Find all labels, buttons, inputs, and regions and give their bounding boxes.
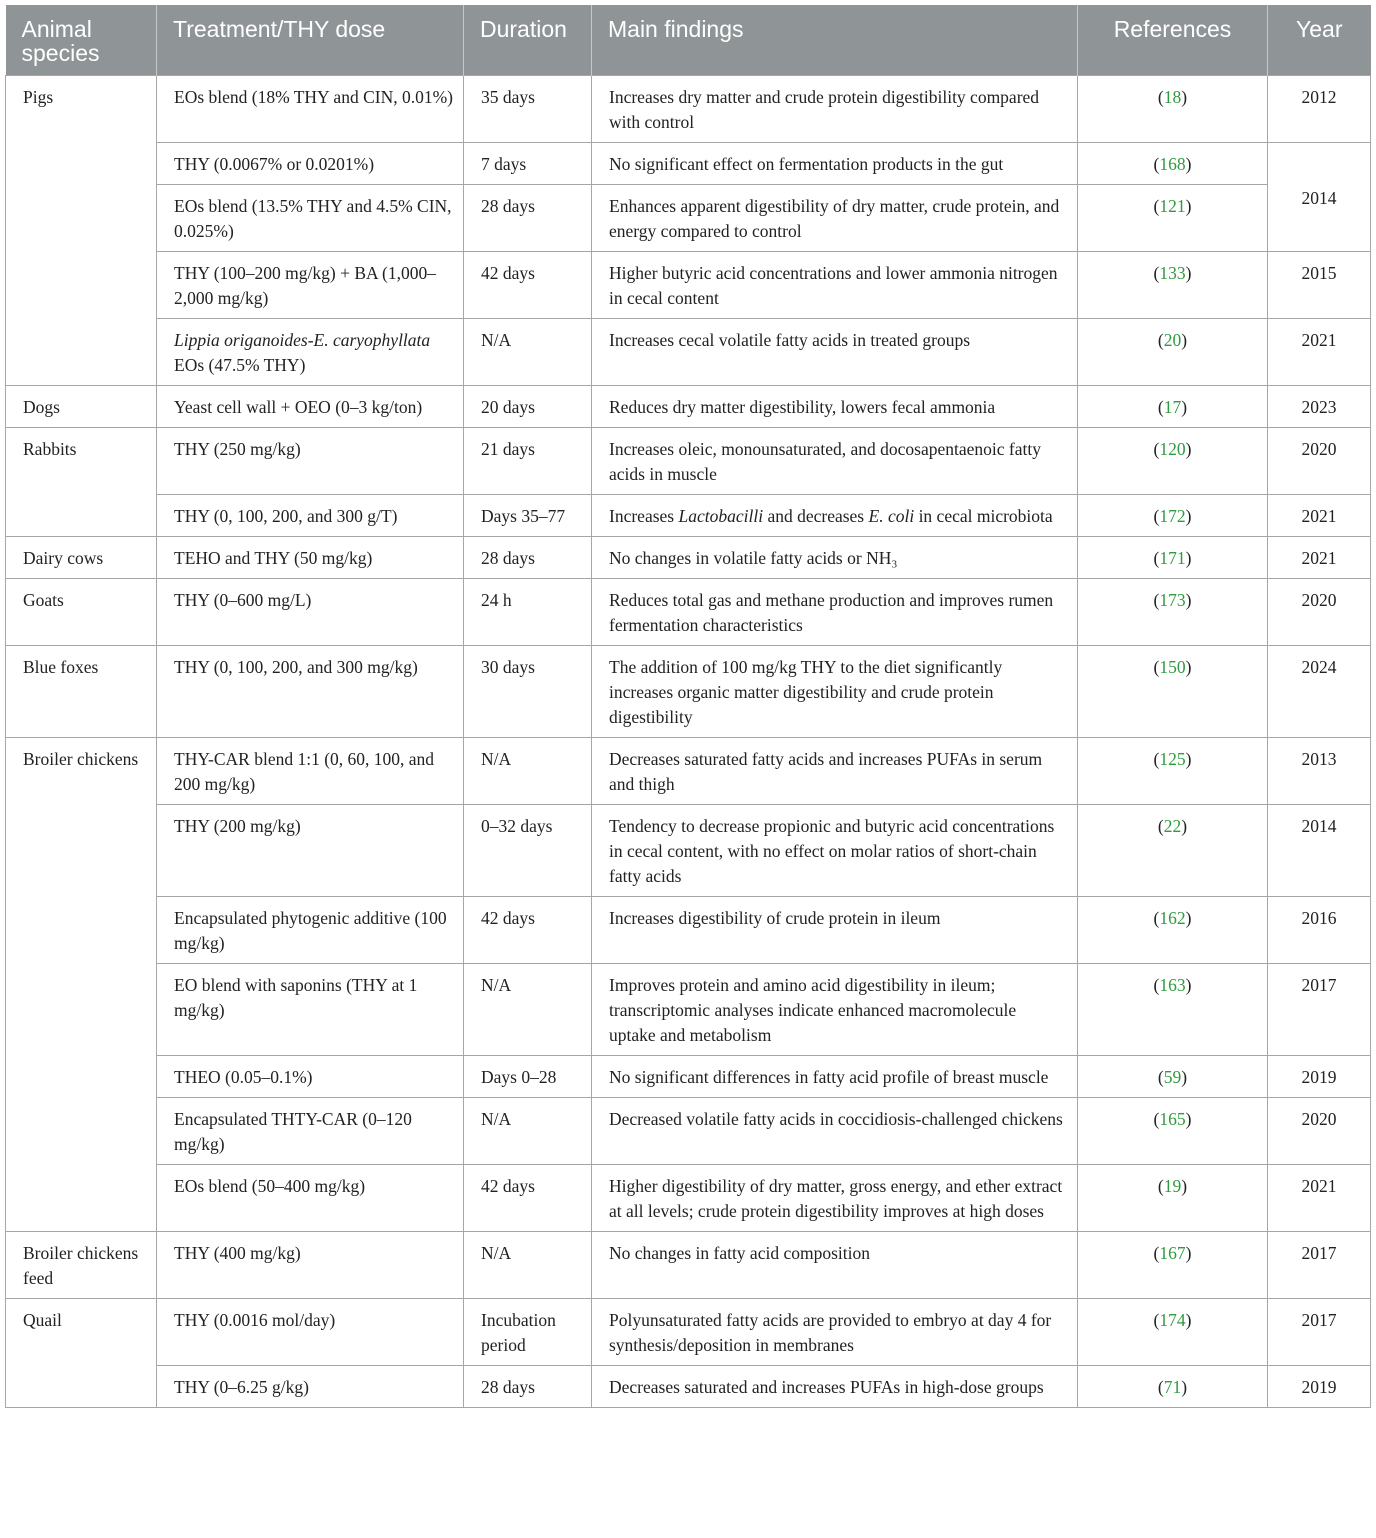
findings-cell: Polyunsaturated fatty acids are provided to embryo at day 4 for synthesis/deposition in membranes bbox=[592, 1299, 1078, 1366]
duration-cell: 28 days bbox=[464, 1366, 592, 1408]
duration-cell: 28 days bbox=[464, 185, 592, 252]
year-cell: 2017 bbox=[1268, 1299, 1371, 1366]
reference-cell: (17) bbox=[1078, 386, 1268, 428]
findings-text: Increases bbox=[609, 506, 679, 526]
year-cell: 2014 bbox=[1268, 805, 1371, 897]
year-cell: 2021 bbox=[1268, 319, 1371, 386]
treatment-cell: Encapsulated THTY-CAR (0–120 mg/kg) bbox=[157, 1098, 464, 1165]
treatment-cell: THY (0.0067% or 0.0201%) bbox=[157, 143, 464, 185]
reference-link[interactable]: 133 bbox=[1159, 263, 1186, 283]
findings-cell: Decreases saturated fatty acids and increases PUFAs in serum and thigh bbox=[592, 738, 1078, 805]
reference-cell: (59) bbox=[1078, 1056, 1268, 1098]
reference-cell: (171) bbox=[1078, 537, 1268, 579]
year-cell: 2016 bbox=[1268, 897, 1371, 964]
findings-cell: Tendency to decrease propionic and butyric acid concentrations in cecal content, with no effect on molar ratios of short-chain fatty acids bbox=[592, 805, 1078, 897]
reference-link[interactable]: 71 bbox=[1163, 1377, 1182, 1397]
reference-link[interactable]: 20 bbox=[1163, 330, 1182, 350]
species-cell: Broiler chickens feed bbox=[6, 1232, 157, 1299]
treatment-cell: THY (250 mg/kg) bbox=[157, 428, 464, 495]
table-row bbox=[6, 386, 1371, 428]
year-cell: 2019 bbox=[1268, 1366, 1371, 1408]
duration-cell: 42 days bbox=[464, 1165, 592, 1232]
reference-link[interactable]: 150 bbox=[1159, 657, 1186, 677]
reference-cell: (168) bbox=[1078, 143, 1268, 185]
duration-cell: 30 days bbox=[464, 646, 592, 738]
species-cell: Rabbits bbox=[6, 428, 157, 537]
year-cell: 2023 bbox=[1268, 386, 1371, 428]
duration-cell: Days 0–28 bbox=[464, 1056, 592, 1098]
table-row bbox=[6, 1098, 1371, 1165]
table-row bbox=[6, 805, 1371, 897]
treatment-cell: Encapsulated phytogenic additive (100 mg/kg) bbox=[157, 897, 464, 964]
reference-link[interactable]: 163 bbox=[1159, 975, 1186, 995]
species-cell: Goats bbox=[6, 579, 157, 646]
table-row bbox=[6, 1299, 1371, 1366]
header-species: Animal species bbox=[6, 5, 157, 76]
treatment-cell: THY (0, 100, 200, and 300 g/T) bbox=[157, 495, 464, 537]
findings-cell: Increases cecal volatile fatty acids in treated groups bbox=[592, 319, 1078, 386]
findings-cell: Improves protein and amino acid digestibility in ileum; transcriptomic analyses indicate enhanced macromolecule uptake and metabolism bbox=[592, 964, 1078, 1056]
reference-cell: (20) bbox=[1078, 319, 1268, 386]
treatment-cell: TEHO and THY (50 mg/kg) bbox=[157, 537, 464, 579]
reference-link[interactable]: 125 bbox=[1159, 749, 1186, 769]
taxon-italic: Lactobacilli bbox=[678, 506, 764, 526]
treatment-cell: EO blend with saponins (THY at 1 mg/kg) bbox=[157, 964, 464, 1056]
species-cell: Broiler chickens bbox=[6, 738, 157, 1232]
taxon-italic: E. coli bbox=[868, 506, 915, 526]
reference-link[interactable]: 165 bbox=[1159, 1109, 1186, 1129]
treatment-cell: THEO (0.05–0.1%) bbox=[157, 1056, 464, 1098]
year-cell: 2021 bbox=[1268, 495, 1371, 537]
treatment-cell: THY (100–200 mg/kg) + BA (1,000–2,000 mg/kg) bbox=[157, 252, 464, 319]
table-row bbox=[6, 738, 1371, 805]
reference-cell: (121) bbox=[1078, 185, 1268, 252]
duration-cell: 24 h bbox=[464, 579, 592, 646]
duration-cell: N/A bbox=[464, 738, 592, 805]
treatment-cell: EOs blend (13.5% THY and 4.5% CIN, 0.025%) bbox=[157, 185, 464, 252]
header-duration: Duration bbox=[464, 5, 592, 76]
findings-cell bbox=[592, 495, 1078, 537]
findings-cell: Increases digestibility of crude protein in ileum bbox=[592, 897, 1078, 964]
treatment-cell: Yeast cell wall + OEO (0–3 kg/ton) bbox=[157, 386, 464, 428]
reference-link[interactable]: 168 bbox=[1159, 154, 1186, 174]
reference-link[interactable]: 22 bbox=[1163, 816, 1182, 836]
reference-cell: (133) bbox=[1078, 252, 1268, 319]
year-cell: 2019 bbox=[1268, 1056, 1371, 1098]
duration-cell: 7 days bbox=[464, 143, 592, 185]
duration-cell: Incubation period bbox=[464, 1299, 592, 1366]
year-cell: 2017 bbox=[1268, 1232, 1371, 1299]
table-row bbox=[6, 1165, 1371, 1232]
year-cell: 2021 bbox=[1268, 537, 1371, 579]
table-row bbox=[6, 252, 1371, 319]
duration-cell: Days 35–77 bbox=[464, 495, 592, 537]
reference-link[interactable]: 59 bbox=[1163, 1067, 1182, 1087]
treatment-cell: THY-CAR blend 1:1 (0, 60, 100, and 200 mg/kg) bbox=[157, 738, 464, 805]
treatment-cell: THY (200 mg/kg) bbox=[157, 805, 464, 897]
table-row bbox=[6, 646, 1371, 738]
reference-cell: (163) bbox=[1078, 964, 1268, 1056]
findings-text: and decreases bbox=[763, 506, 869, 526]
table-row bbox=[6, 964, 1371, 1056]
treatment-cell: THY (0–600 mg/L) bbox=[157, 579, 464, 646]
table-row bbox=[6, 537, 1371, 579]
findings-cell: Decreased volatile fatty acids in coccidiosis-challenged chickens bbox=[592, 1098, 1078, 1165]
table-row bbox=[6, 76, 1371, 143]
treatment-cell: THY (0, 100, 200, and 300 mg/kg) bbox=[157, 646, 464, 738]
duration-cell: 28 days bbox=[464, 537, 592, 579]
year-cell: 2013 bbox=[1268, 738, 1371, 805]
findings-cell: Increases oleic, monounsaturated, and docosapentaenoic fatty acids in muscle bbox=[592, 428, 1078, 495]
table-row bbox=[6, 897, 1371, 964]
species-cell: Quail bbox=[6, 1299, 157, 1408]
table-row bbox=[6, 579, 1371, 646]
duration-cell: 20 days bbox=[464, 386, 592, 428]
reference-cell: (165) bbox=[1078, 1098, 1268, 1165]
species-cell: Dogs bbox=[6, 386, 157, 428]
year-cell: 2014 bbox=[1268, 143, 1371, 252]
reference-cell: (18) bbox=[1078, 76, 1268, 143]
treatment-rest: EOs (47.5% THY) bbox=[174, 355, 306, 375]
reference-cell: (174) bbox=[1078, 1299, 1268, 1366]
treatment-cell bbox=[157, 319, 464, 386]
reference-cell: (150) bbox=[1078, 646, 1268, 738]
treatment-cell: EOs blend (18% THY and CIN, 0.01%) bbox=[157, 76, 464, 143]
reference-cell: (125) bbox=[1078, 738, 1268, 805]
year-cell: 2017 bbox=[1268, 964, 1371, 1056]
table-row bbox=[6, 428, 1371, 495]
year-cell: 2020 bbox=[1268, 1098, 1371, 1165]
duration-cell: N/A bbox=[464, 964, 592, 1056]
findings-cell: The addition of 100 mg/kg THY to the diet significantly increases organic matter digestibility and crude protein digestibility bbox=[592, 646, 1078, 738]
table-row bbox=[6, 1232, 1371, 1299]
reference-link[interactable]: 173 bbox=[1159, 590, 1186, 610]
findings-cell: Decreases saturated and increases PUFAs in high-dose groups bbox=[592, 1366, 1078, 1408]
reference-link[interactable]: 19 bbox=[1163, 1176, 1182, 1196]
table-row bbox=[6, 185, 1371, 252]
year-cell: 2012 bbox=[1268, 76, 1371, 143]
table-row bbox=[6, 1056, 1371, 1098]
reference-link[interactable]: 18 bbox=[1163, 87, 1182, 107]
header-references: References bbox=[1078, 5, 1268, 76]
table-row bbox=[6, 319, 1371, 386]
reference-cell: (71) bbox=[1078, 1366, 1268, 1408]
species-name-italic: Lippia origanoides-E. caryophyllata bbox=[174, 330, 431, 350]
duration-cell: N/A bbox=[464, 1232, 592, 1299]
reference-link[interactable]: 171 bbox=[1159, 548, 1186, 568]
reference-cell: (120) bbox=[1078, 428, 1268, 495]
reference-cell: (167) bbox=[1078, 1232, 1268, 1299]
findings-cell: Enhances apparent digestibility of dry matter, crude protein, and energy compared to control bbox=[592, 185, 1078, 252]
findings-cell: Higher butyric acid concentrations and lower ammonia nitrogen in cecal content bbox=[592, 252, 1078, 319]
duration-cell: 0–32 days bbox=[464, 805, 592, 897]
species-cell: Pigs bbox=[6, 76, 157, 386]
species-cell: Blue foxes bbox=[6, 646, 157, 738]
findings-cell: Increases dry matter and crude protein digestibility compared with control bbox=[592, 76, 1078, 143]
header-findings: Main findings bbox=[592, 5, 1078, 76]
duration-cell: N/A bbox=[464, 319, 592, 386]
findings-cell: Reduces dry matter digestibility, lowers fecal ammonia bbox=[592, 386, 1078, 428]
year-cell: 2020 bbox=[1268, 579, 1371, 646]
year-cell: 2015 bbox=[1268, 252, 1371, 319]
findings-cell: Higher digestibility of dry matter, gross energy, and ether extract at all levels; crude protein digestibility improves at high doses bbox=[592, 1165, 1078, 1232]
duration-cell: 21 days bbox=[464, 428, 592, 495]
reference-cell: (173) bbox=[1078, 579, 1268, 646]
table-row bbox=[6, 495, 1371, 537]
reference-link[interactable]: 120 bbox=[1159, 439, 1186, 459]
findings-text: in cecal microbiota bbox=[914, 506, 1053, 526]
findings-cell: Reduces total gas and methane production and improves rumen fermentation characteristics bbox=[592, 579, 1078, 646]
treatment-cell: THY (0–6.25 g/kg) bbox=[157, 1366, 464, 1408]
reference-cell: (172) bbox=[1078, 495, 1268, 537]
findings-cell: No changes in volatile fatty acids or NH₃ bbox=[592, 537, 1078, 579]
treatment-cell: THY (0.0016 mol/day) bbox=[157, 1299, 464, 1366]
reference-cell: (22) bbox=[1078, 805, 1268, 897]
treatment-cell: EOs blend (50–400 mg/kg) bbox=[157, 1165, 464, 1232]
reference-link[interactable]: 172 bbox=[1159, 506, 1186, 526]
duration-cell: 42 days bbox=[464, 897, 592, 964]
reference-link[interactable]: 121 bbox=[1159, 196, 1186, 216]
reference-link[interactable]: 162 bbox=[1159, 908, 1186, 928]
reference-cell: (19) bbox=[1078, 1165, 1268, 1232]
table-row bbox=[6, 1366, 1371, 1408]
reference-link[interactable]: 167 bbox=[1159, 1243, 1186, 1263]
header-year: Year bbox=[1268, 5, 1371, 76]
findings-cell: No significant differences in fatty acid profile of breast muscle bbox=[592, 1056, 1078, 1098]
duration-cell: N/A bbox=[464, 1098, 592, 1165]
duration-cell: 42 days bbox=[464, 252, 592, 319]
header-treatment: Treatment/THY dose bbox=[157, 5, 464, 76]
reference-cell: (162) bbox=[1078, 897, 1268, 964]
table-row bbox=[6, 143, 1371, 185]
findings-cell: No changes in fatty acid composition bbox=[592, 1232, 1078, 1299]
year-cell: 2020 bbox=[1268, 428, 1371, 495]
thymol-studies-table bbox=[5, 5, 1371, 1408]
findings-cell: No significant effect on fermentation products in the gut bbox=[592, 143, 1078, 185]
reference-link[interactable]: 174 bbox=[1159, 1310, 1186, 1330]
duration-cell: 35 days bbox=[464, 76, 592, 143]
reference-link[interactable]: 17 bbox=[1163, 397, 1182, 417]
year-cell: 2024 bbox=[1268, 646, 1371, 738]
year-cell: 2021 bbox=[1268, 1165, 1371, 1232]
treatment-cell: THY (400 mg/kg) bbox=[157, 1232, 464, 1299]
header-row bbox=[6, 5, 1371, 76]
species-cell: Dairy cows bbox=[6, 537, 157, 579]
